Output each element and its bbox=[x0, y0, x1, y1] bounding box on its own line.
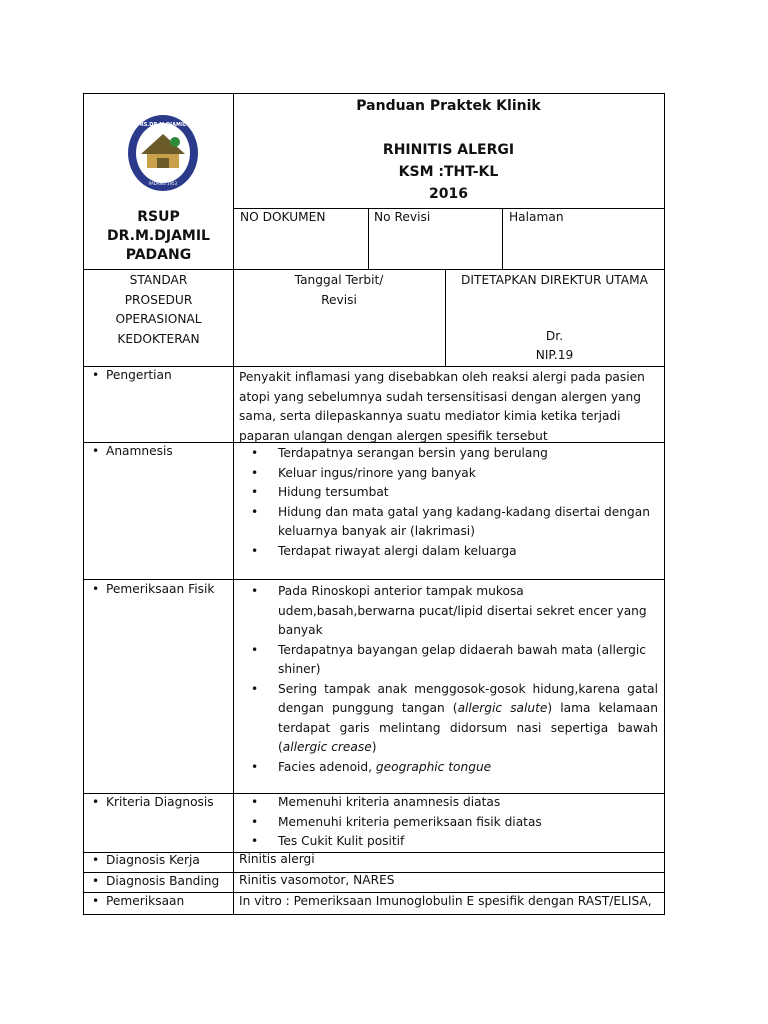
pemeriksaan-value: In vitro : Pemeriksaan Imunoglobulin E spesifik dengan RAST/ELISA, bbox=[239, 894, 652, 908]
ksm-title: KSM :THT-KL bbox=[398, 164, 499, 180]
list-item: • Memenuhi kriteria anamnesis diatas bbox=[233, 793, 658, 813]
bullet: • bbox=[251, 465, 259, 480]
pemeriksaan-fisik-list bbox=[233, 582, 658, 777]
document-title: Panduan Praktek Klinik bbox=[356, 98, 541, 114]
year-title: 2016 bbox=[429, 186, 468, 202]
bullet: • bbox=[251, 446, 259, 460]
pengertian-label: • Pengertian bbox=[92, 368, 172, 382]
bullet: • bbox=[92, 582, 100, 596]
list-item: • Terdapat riwayat alergi dalam keluarga bbox=[233, 542, 658, 562]
bullet: • bbox=[92, 853, 100, 867]
anamnesis-content-cell bbox=[233, 442, 665, 580]
bullet: • bbox=[251, 814, 259, 829]
bullet: • bbox=[251, 485, 259, 499]
no-dokumen-label: NO DOKUMEN bbox=[240, 210, 326, 224]
director-nip-label: NIP.19 bbox=[535, 348, 574, 362]
list-item: • Keluar ingus/rinore yang banyak bbox=[233, 464, 658, 484]
bullet: • bbox=[251, 795, 259, 809]
ditetapkan-label: DITETAPKAN DIREKTUR UTAMA bbox=[461, 273, 648, 287]
list-item: • Facies adenoid, geographic tongue bbox=[233, 758, 658, 778]
pengertian-line-2: atopi yang sebelumnya sudah tersensitisasi dengan alergen yang bbox=[239, 389, 642, 404]
hospital-line-2: DR.M.DJAMIL bbox=[107, 228, 210, 244]
topic-title: RHINITIS ALERGI bbox=[382, 142, 515, 158]
pengertian-line-3: sama, serta dilepaskannya suatu mediator kimia ketika terjadi bbox=[239, 409, 621, 423]
bullet: • bbox=[92, 795, 100, 809]
anamnesis-label-cell bbox=[83, 442, 234, 580]
pemeriksaan-label: • Pemeriksaan bbox=[92, 894, 185, 908]
pengertian-text bbox=[239, 368, 658, 446]
bullet: • bbox=[92, 368, 100, 382]
anamnesis-list bbox=[233, 444, 658, 561]
list-item: • Sering tampak anak menggosok-gosok hidung,karena gatal dengan punggung tangan (allergic salute) lama kelamaan terdapat garis melintang didorsum nasi sepertiga bawah (allergic crease) bbox=[251, 681, 658, 754]
diagnosis-banding-label: • Diagnosis Banding bbox=[92, 874, 220, 888]
ditetapkan-cell bbox=[445, 269, 665, 367]
no-revisi-label: No Revisi bbox=[374, 210, 431, 224]
title-cell bbox=[233, 93, 665, 209]
halaman-label: Halaman bbox=[509, 210, 564, 224]
pemeriksaan-fisik-list-wrap bbox=[233, 582, 658, 777]
pengertian-label-cell bbox=[83, 366, 234, 443]
spo-line-3: OPERASIONAL bbox=[115, 312, 202, 326]
logo-text-top: RS.DR.M.DJAMIL bbox=[139, 122, 187, 128]
list-item: • Terdapatnya serangan bersin yang berulang bbox=[233, 444, 658, 464]
list-item: • Memenuhi kriteria pemeriksaan fisik diatas bbox=[233, 813, 658, 833]
bullet: • bbox=[251, 543, 259, 558]
pengertian-content-cell bbox=[233, 366, 665, 443]
diagnosis-kerja-value: Rinitis alergi bbox=[239, 852, 315, 866]
hospital-name bbox=[83, 208, 234, 265]
anamnesis-label: • Anamnesis bbox=[92, 444, 173, 458]
tanggal-terbit-label: Tanggal Terbit/ bbox=[294, 273, 384, 287]
bullet: • bbox=[251, 584, 259, 598]
list-item: • Tes Cukit Kulit positif bbox=[233, 832, 658, 852]
bullet: • bbox=[251, 834, 259, 848]
spo-cell bbox=[83, 269, 234, 367]
pemeriksaan-fisik-label: • Pemeriksaan Fisik bbox=[92, 582, 215, 596]
diagnosis-kerja-content-cell bbox=[233, 852, 665, 873]
halaman-cell bbox=[502, 208, 665, 270]
pemeriksaan-fisik-label-cell bbox=[83, 579, 234, 794]
director-dr-label: Dr. bbox=[545, 329, 564, 343]
pemeriksaan-content-cell bbox=[233, 892, 665, 915]
hospital-line-3: PADANG bbox=[125, 247, 192, 263]
list-item: • Hidung tersumbat bbox=[233, 483, 658, 503]
spo-line-1: STANDAR bbox=[129, 273, 188, 287]
list-item: • Pada Rinoskopi anterior tampak mukosa udem,basah,berwarna pucat/lipid disertai sekret encer yang banyak bbox=[251, 584, 647, 637]
kriteria-diagnosis-label: • Kriteria Diagnosis bbox=[92, 795, 214, 809]
kriteria-diagnosis-content-cell bbox=[233, 793, 665, 853]
diagnosis-banding-value: Rinitis vasomotor, NARES bbox=[239, 873, 395, 887]
revisi-label: Revisi bbox=[321, 292, 357, 307]
pengertian-line-1: Penyakit inflamasi yang disebabkan oleh reaksi alergi pada pasien bbox=[239, 370, 645, 384]
no-revisi-cell bbox=[368, 208, 503, 270]
anamnesis-list-wrap bbox=[233, 444, 658, 561]
no-dokumen-cell bbox=[233, 208, 369, 270]
pemeriksaan-fisik-content-cell bbox=[233, 579, 665, 794]
hospital-logo bbox=[127, 114, 199, 192]
diagnosis-banding-label-cell bbox=[83, 872, 234, 893]
list-item: • Terdapatnya bayangan gelap didaerah bawah mata (allergic shiner) bbox=[251, 642, 646, 676]
bullet: • bbox=[92, 894, 100, 908]
diagnosis-banding-content-cell bbox=[233, 872, 665, 893]
kriteria-diagnosis-list-wrap bbox=[233, 793, 658, 852]
bullet: • bbox=[251, 504, 259, 519]
bullet: • bbox=[251, 759, 259, 774]
diagnosis-kerja-label-cell bbox=[83, 852, 234, 873]
kriteria-diagnosis-label-cell bbox=[83, 793, 234, 853]
kriteria-diagnosis-list bbox=[233, 793, 658, 852]
bullet: • bbox=[251, 681, 259, 696]
spo-line-2: PROSEDUR bbox=[124, 292, 193, 307]
spo-line-4: KEDOKTERAN bbox=[117, 331, 200, 346]
tanggal-terbit-cell bbox=[233, 269, 446, 367]
bullet: • bbox=[92, 444, 100, 458]
bullet: • bbox=[92, 874, 100, 888]
logo-text-bottom: PADANG 1953 bbox=[148, 181, 178, 186]
bullet: • bbox=[251, 642, 259, 657]
pemeriksaan-label-cell bbox=[83, 892, 234, 915]
pengertian-line-4: paparan ulangan dengan alergen spesifik tersebut bbox=[239, 428, 548, 443]
list-item: • Hidung dan mata gatal yang kadang-kadang disertai dengan keluarnya banyak air (lakrimasi) bbox=[251, 504, 650, 538]
diagnosis-kerja-label: • Diagnosis Kerja bbox=[92, 853, 200, 867]
hospital-line-1: RSUP bbox=[137, 209, 180, 225]
